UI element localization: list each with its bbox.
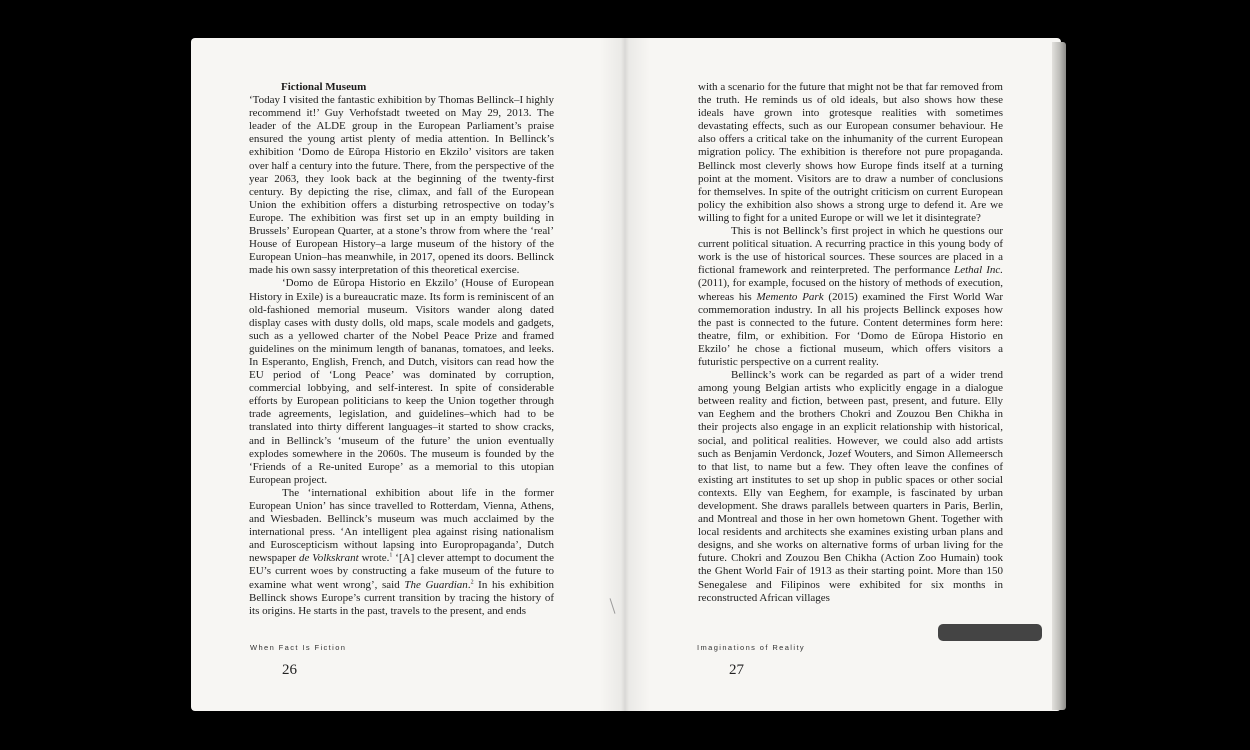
paragraph: with a scenario for the future that might not be that far removed from the truth. He reminds us of old ideals, but also shows how these ideals have grown into grotesque realities with sometimes devastating effects, such as our European consumer behaviour. He also offers a critical take on the inhumanity of the current European migration policy. The exhibition is therefore not pure propaganda. Bellinck most cleverly shows how Europe finds itself at a turning point at the moment. Visitors are to draw a number of conclusions for themselves. In spite of the outright criticism on current European policy the exhibition also shows a strong urge to defend it. Are we willing to fight for a united Europe or will we let it disintegrate? bbox=[698, 81, 1003, 224]
text-run: wrote. bbox=[358, 552, 390, 565]
paragraph bbox=[249, 487, 554, 618]
italic-title: de Volkskrant bbox=[298, 552, 359, 565]
paragraph bbox=[698, 225, 1003, 369]
italic-title: The Guardian bbox=[404, 578, 468, 591]
page-number: 27 bbox=[729, 662, 744, 678]
paragraph: Bellinck’s work can be regarded as part of a wider trend among young Belgian artists who explicitly engage in a dialogue between reality and fiction, between past, present, and future. Elly van Eeghem and the brothers Chokri and Zouzou Ben Chikha in their projects also engage in an explicit relationship with historical, social, and political realities. However, we could also add artists such as Benjamin Verdonck, Jozef Wouters, and Simon Allemeersch to that list, to name but a few. They often leave the confines of existing art institutes to set up shop in public spaces or other social contexts. Elly van Eeghem, for example, is fascinated by urban development. She draws parallels between quarters in Paris, Berlin, and Montreal and those in her own hometown Ghent. Together with local residents and architects she examines existing urban plans and designs, and she works on alternative forms of urban living for the future. Chokri and Zouzou Ben Chikha (Action Zoo Humain) took the Ghent World Fair of 1913 as their starting point. More than 150 Senegalese and Filipinos were exhibited for six months in reconstructed African villages bbox=[698, 369, 1003, 604]
running-head: Imaginations of Reality bbox=[697, 643, 806, 652]
text-run: ‘[A] clever attempt to document the EU’s current woes by constructing a fake museum of the future to examine what went wrong’, said bbox=[249, 552, 554, 591]
text-run: The ‘international exhibition about life in the former European Union’ has since travelled to Rotterdam, Vienna, Athens, and Wiesbaden. Bellinck’s museum was much acclaimed by the international press. ‘An intelligent plea against rising nationalism and Euroscepticism without lapsing into Europropaganda’, Dutch newspaper bbox=[249, 486, 554, 565]
text-run: . bbox=[467, 578, 471, 591]
text-run: (2011), for example, focused on the history of methods of execution, whereas his bbox=[698, 277, 1003, 303]
page-edge bbox=[1052, 42, 1066, 710]
left-page-body bbox=[249, 81, 554, 618]
footnote-marker: 1 bbox=[389, 552, 393, 559]
paragraph: ‘Domo de Eŭropa Historio en Ekzilo’ (House of European History in Exile) is a bureaucratic maze. Its form is reminiscent of an old-fashioned memorial museum. Visitors wander along dated display cases with dusty dolls, old maps, scale models and gadgets, such as a yellowed charter of the Nobel Peace Prize and framed guidelines on the minimum length of bananas, tomatoes, and leeks. In Esperanto, English, French, and Dutch, visitors can read how the EU period of ‘Long Peace’ was dominated by corruption, commercial lobbying, and self-interest. In spite of considerable efforts by European politicians to keep the Union together through trade agreements, legislation, and guidelines–which had to be translated into thirty different languages–it started to show cracks, and in Bellinck’s ‘museum of the future’ the union eventually explodes somewhere in the 2060s. The museum is founded by the ‘Friends of a Re-united Europe’ as a memorial to this utopian European project. bbox=[249, 277, 554, 486]
running-head: When Fact Is Fiction bbox=[250, 643, 347, 652]
footnote-marker: 2 bbox=[470, 578, 474, 585]
text-run: This is not Bellinck’s first project in which he questions our current political situation. A recurring practice in this young body of work is the use of historical sources. These sources are placed in a fictional framework and reinterpreted. The performance bbox=[698, 225, 1003, 277]
redaction-bar bbox=[938, 624, 1042, 641]
right-page-body bbox=[698, 81, 1003, 605]
paragraph: ‘Today I visited the fantastic exhibition by Thomas Bellinck–I highly recommend it!’ Guy Verhofstadt tweeted on May 29, 2013. The leader of the ALDE group in the European Parliament’s praise ensured the young artist plenty of media attention. In Bellinck’s exhibition ‘Domo de Eŭropa Historio en Ekzilo’ visitors are taken over half a century into the future. There, from the perspective of the year 2063, they look back at the beginning of the twenty-first century. By depicting the rise, climax, and fall of the European Union the exhibition offers a disturbing retrospective on today’s Europe. The exhibition was first set up in an empty building in Brussels’ European Quarter, at a stone’s throw from where the ‘real’ House of European History–a large museum of the history of the European Union–has meanwhile, in 2017, opened its doors. Bellinck made his own sassy interpretation of this theoretical exercise. bbox=[249, 94, 554, 277]
italic-title: Memento Park bbox=[756, 290, 824, 303]
italic-title: Lethal Inc. bbox=[954, 264, 1003, 277]
section-heading: Fictional Museum bbox=[281, 81, 367, 93]
text-run: (2015) examined the First World War commemoration industry. In all his projects Bellinck exposes how the past is connected to the future. Content determines form here: theatre, film, or exhibition. For ‘Domo de Eŭropa Historio en Ekzilo’ he chose a fictional museum, which offers visitors a futuristic perspective on a current reality. bbox=[698, 290, 1004, 368]
page-number: 26 bbox=[282, 662, 297, 678]
text-run: In his exhibition Bellinck shows Europe’s current transition by tracing the history of its origins. He starts in the past, travels to the present, and ends bbox=[249, 578, 555, 617]
